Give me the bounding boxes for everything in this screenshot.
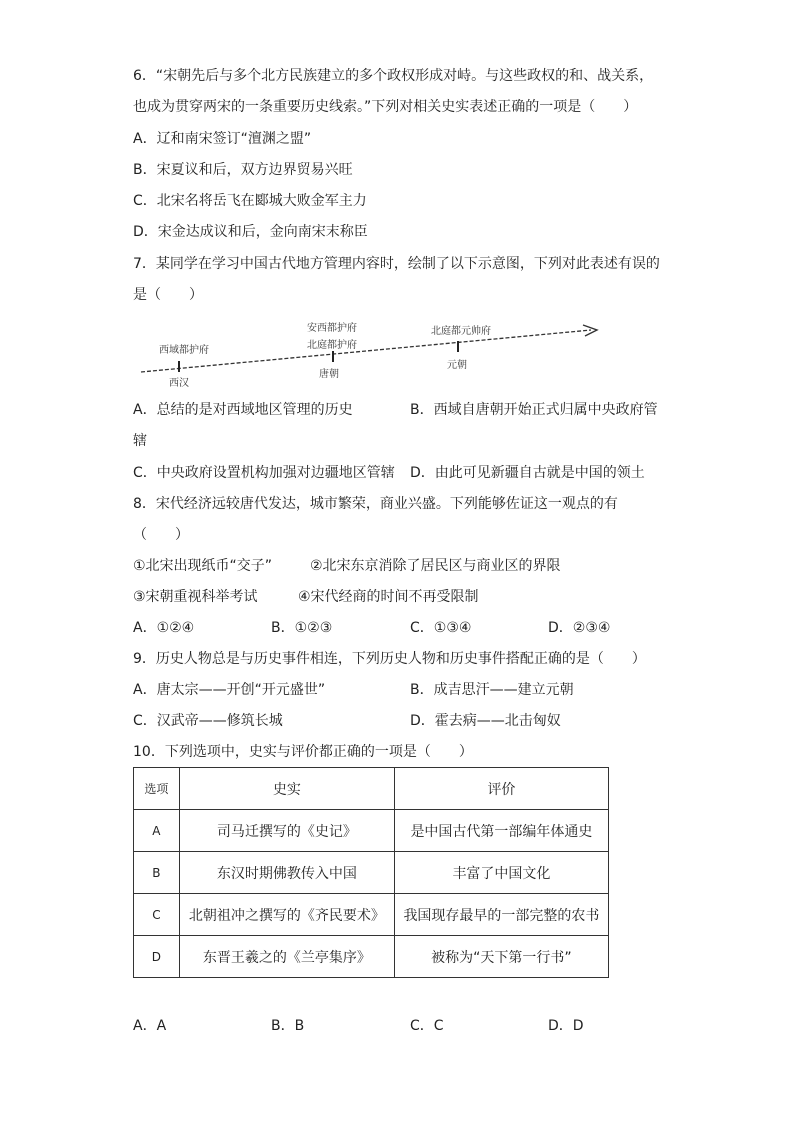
q8-item-2: ②北宋东京消除了居民区与商业区的界限 [310,558,561,574]
q8-stem-line1: 8．宋代经济远较唐代发达，城市繁荣，商业兴盛。下列能够佐证这一观点的有 [133,496,618,512]
table-cell-option: C [134,894,180,936]
q7-option-a: A．总结的是对西域地区管理的历史 [133,402,353,418]
q10-option-a: A．A [133,1018,167,1034]
table-cell-fact: 北朝祖冲之撰写的《齐民要术》 [179,894,394,936]
q10-option-c: C．C [410,1018,444,1034]
q10-option-b: B．B [271,1018,305,1034]
table-cell-evaluation: 我国现存最早的一部完整的农书 [394,894,608,936]
table-cell-option: D [134,936,180,978]
q8-item-3: ③宋朝重视科举考试 [133,589,258,605]
label-era-yuan: 元朝 [447,360,467,371]
table-cell-evaluation: 被称为“天下第一行书” [394,936,608,978]
table-cell-fact: 司马迁撰写的《史记》 [179,810,394,852]
table-row [134,894,609,936]
table-cell-evaluation: 是中国古代第一部编年体通史 [394,810,608,852]
q9-stem: 9．历史人物总是与历史事件相连，下列历史人物和历史事件搭配正确的是（ ） [133,651,646,667]
q9-option-d: D．霍去病——北击匈奴 [410,713,561,729]
q6-stem-line1: 6．“宋朝先后与多个北方民族建立的多个政权形成对峙。与这些政权的和、战关系， [133,68,654,84]
q6-stem-line2: 也成为贯穿两宋的一条重要历史线索。”下列对相关史实表述正确的一项是（ ） [133,99,638,115]
table-cell-option: B [134,852,180,894]
label-era-han: 西汉 [169,378,189,389]
q7-stem-line2: 是（ ） [133,287,203,303]
q7-stem-line1: 7．某同学在学习中国古代地方管理内容时，绘制了以下示意图，下列对此表述有误的 [133,256,660,272]
label-era-tang: 唐朝 [319,369,339,380]
q6-option-d: D．宋金达成议和后，金向南宋末称臣 [133,224,368,240]
label-beiting-yuanshuaifu: 北庭都元帅府 [431,326,491,337]
q7-option-b-cont: 辖 [133,433,147,449]
q9-option-a: A．唐太宗——开创“开元盛世” [133,682,326,698]
table-header-option: 选项 [134,768,180,810]
table-header-fact: 史实 [179,768,394,810]
q10-option-d: D．D [548,1018,584,1034]
q10-table [133,767,609,978]
label-anxi-duhufu: 安西都护府 [307,323,357,334]
timeline-diagram [133,316,613,390]
q10-stem: 10．下列选项中，史实与评价都正确的一项是（ ） [133,744,473,760]
label-xiyu-duhufu: 西域都护府 [159,345,209,356]
q6-option-a: A．辽和南宋签订“澶渊之盟” [133,131,312,147]
table-cell-fact: 东汉时期佛教传入中国 [179,852,394,894]
q8-option-a: A．①②④ [133,620,195,636]
table-cell-evaluation: 丰富了中国文化 [394,852,608,894]
q8-option-b: B．①②③ [271,620,333,636]
q8-stem-line2: （ ） [133,527,189,543]
q9-option-c: C．汉武帝——修筑长城 [133,713,283,729]
table-header-evaluation: 评价 [394,768,608,810]
q9-option-b: B．成吉思汗——建立元朝 [410,682,574,698]
table-row [134,852,609,894]
q6-option-b: B．宋夏议和后，双方边界贸易兴旺 [133,162,353,178]
q8-item-1: ①北宋出现纸币“交子” [133,558,273,574]
q7-option-d: D．由此可见新疆自古就是中国的领土 [410,465,645,481]
q7-option-c: C．中央政府设置机构加强对边疆地区管辖 [133,465,395,481]
table-row [134,936,609,978]
q7-option-b: B．西域自唐朝开始正式归属中央政府管 [410,402,658,418]
table-cell-fact: 东晋王羲之的《兰亭集序》 [179,936,394,978]
table-row [134,810,609,852]
q8-option-c: C．①③④ [410,620,472,636]
q6-option-c: C．北宋名将岳飞在郾城大败金军主力 [133,193,367,209]
table-header-row [134,768,609,810]
table-cell-option: A [134,810,180,852]
q8-item-4: ④宋代经商的时间不再受限制 [298,589,479,605]
q8-option-d: D．②③④ [548,620,611,636]
label-beiting-duhufu: 北庭都护府 [307,340,357,351]
